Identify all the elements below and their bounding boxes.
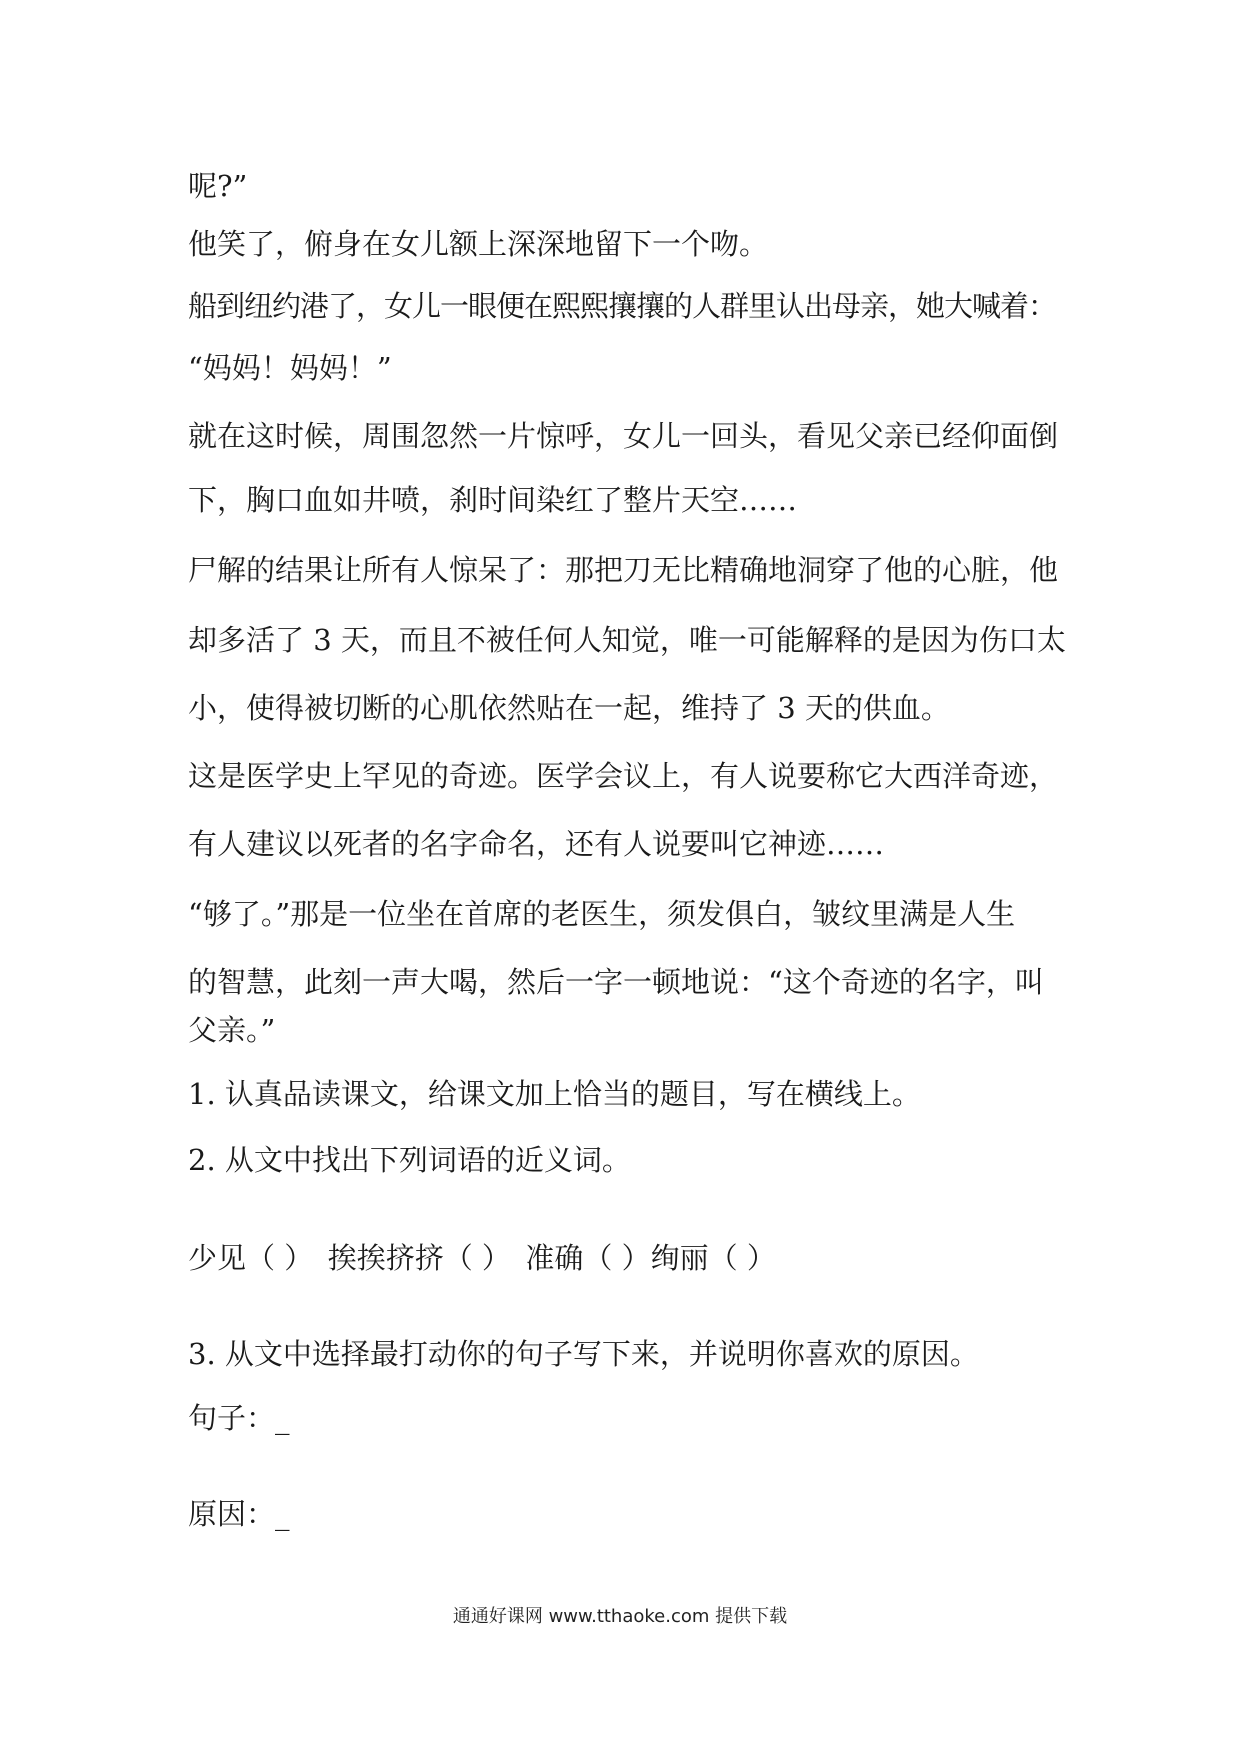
text-line: 小，使得被切断的心肌依然贴在一起，维持了 3 天的供血。	[188, 691, 950, 725]
text-line: 却多活了 3 天，而且不被任何人知觉，唯一可能解释的是因为伤口太	[188, 623, 1066, 657]
text-line: 船到纽约港了，女儿一眼便在熙熙攘攘的人群里认出母亲，她大喊着：	[188, 289, 1057, 323]
text-line: “妈妈！妈妈！”	[188, 351, 392, 385]
question-1: 1. 认真品读课文，给课文加上恰当的题目，写在横线上。	[188, 1077, 921, 1111]
answer-reason-field: 原因：_	[188, 1497, 290, 1531]
text-line: 的智慧，此刻一声大喝，然后一字一顿地说：“这个奇迹的名字，叫	[188, 965, 1044, 999]
question-3: 3. 从文中选择最打动你的句子写下来，并说明你喜欢的原因。	[188, 1337, 979, 1371]
question-2-words: 少见（ ） 挨挨挤挤（ ） 准确（ ）绚丽（ ）	[188, 1241, 776, 1275]
text-line: 有人建议以死者的名字命名，还有人说要叫它神迹……	[188, 827, 885, 861]
text-line: 下，胸口血如井喷，刹时间染红了整片天空……	[188, 483, 798, 517]
text-line: 就在这时候，周围忽然一片惊呼，女儿一回头，看见父亲已经仰面倒	[188, 419, 1059, 453]
question-2: 2. 从文中找出下列词语的近义词。	[188, 1143, 631, 1177]
text-line: 父亲。”	[188, 1013, 276, 1047]
text-line: 这是医学史上罕见的奇迹。医学会议上，有人说要称它大西洋奇迹，	[188, 759, 1059, 793]
text-line: “够了。”那是一位坐在首席的老医生，须发俱白，皱纹里满是人生	[188, 897, 1016, 931]
text-line: 呢?”	[188, 169, 248, 203]
footer-credit: 通通好课网 www.tthaoke.com 提供下载	[452, 1606, 788, 1627]
answer-sentence-field: 句子：_	[188, 1401, 290, 1435]
text-line: 他笑了，俯身在女儿额上深深地留下一个吻。	[188, 227, 769, 261]
text-line: 尸解的结果让所有人惊呆了：那把刀无比精确地洞穿了他的心脏，他	[188, 553, 1059, 587]
